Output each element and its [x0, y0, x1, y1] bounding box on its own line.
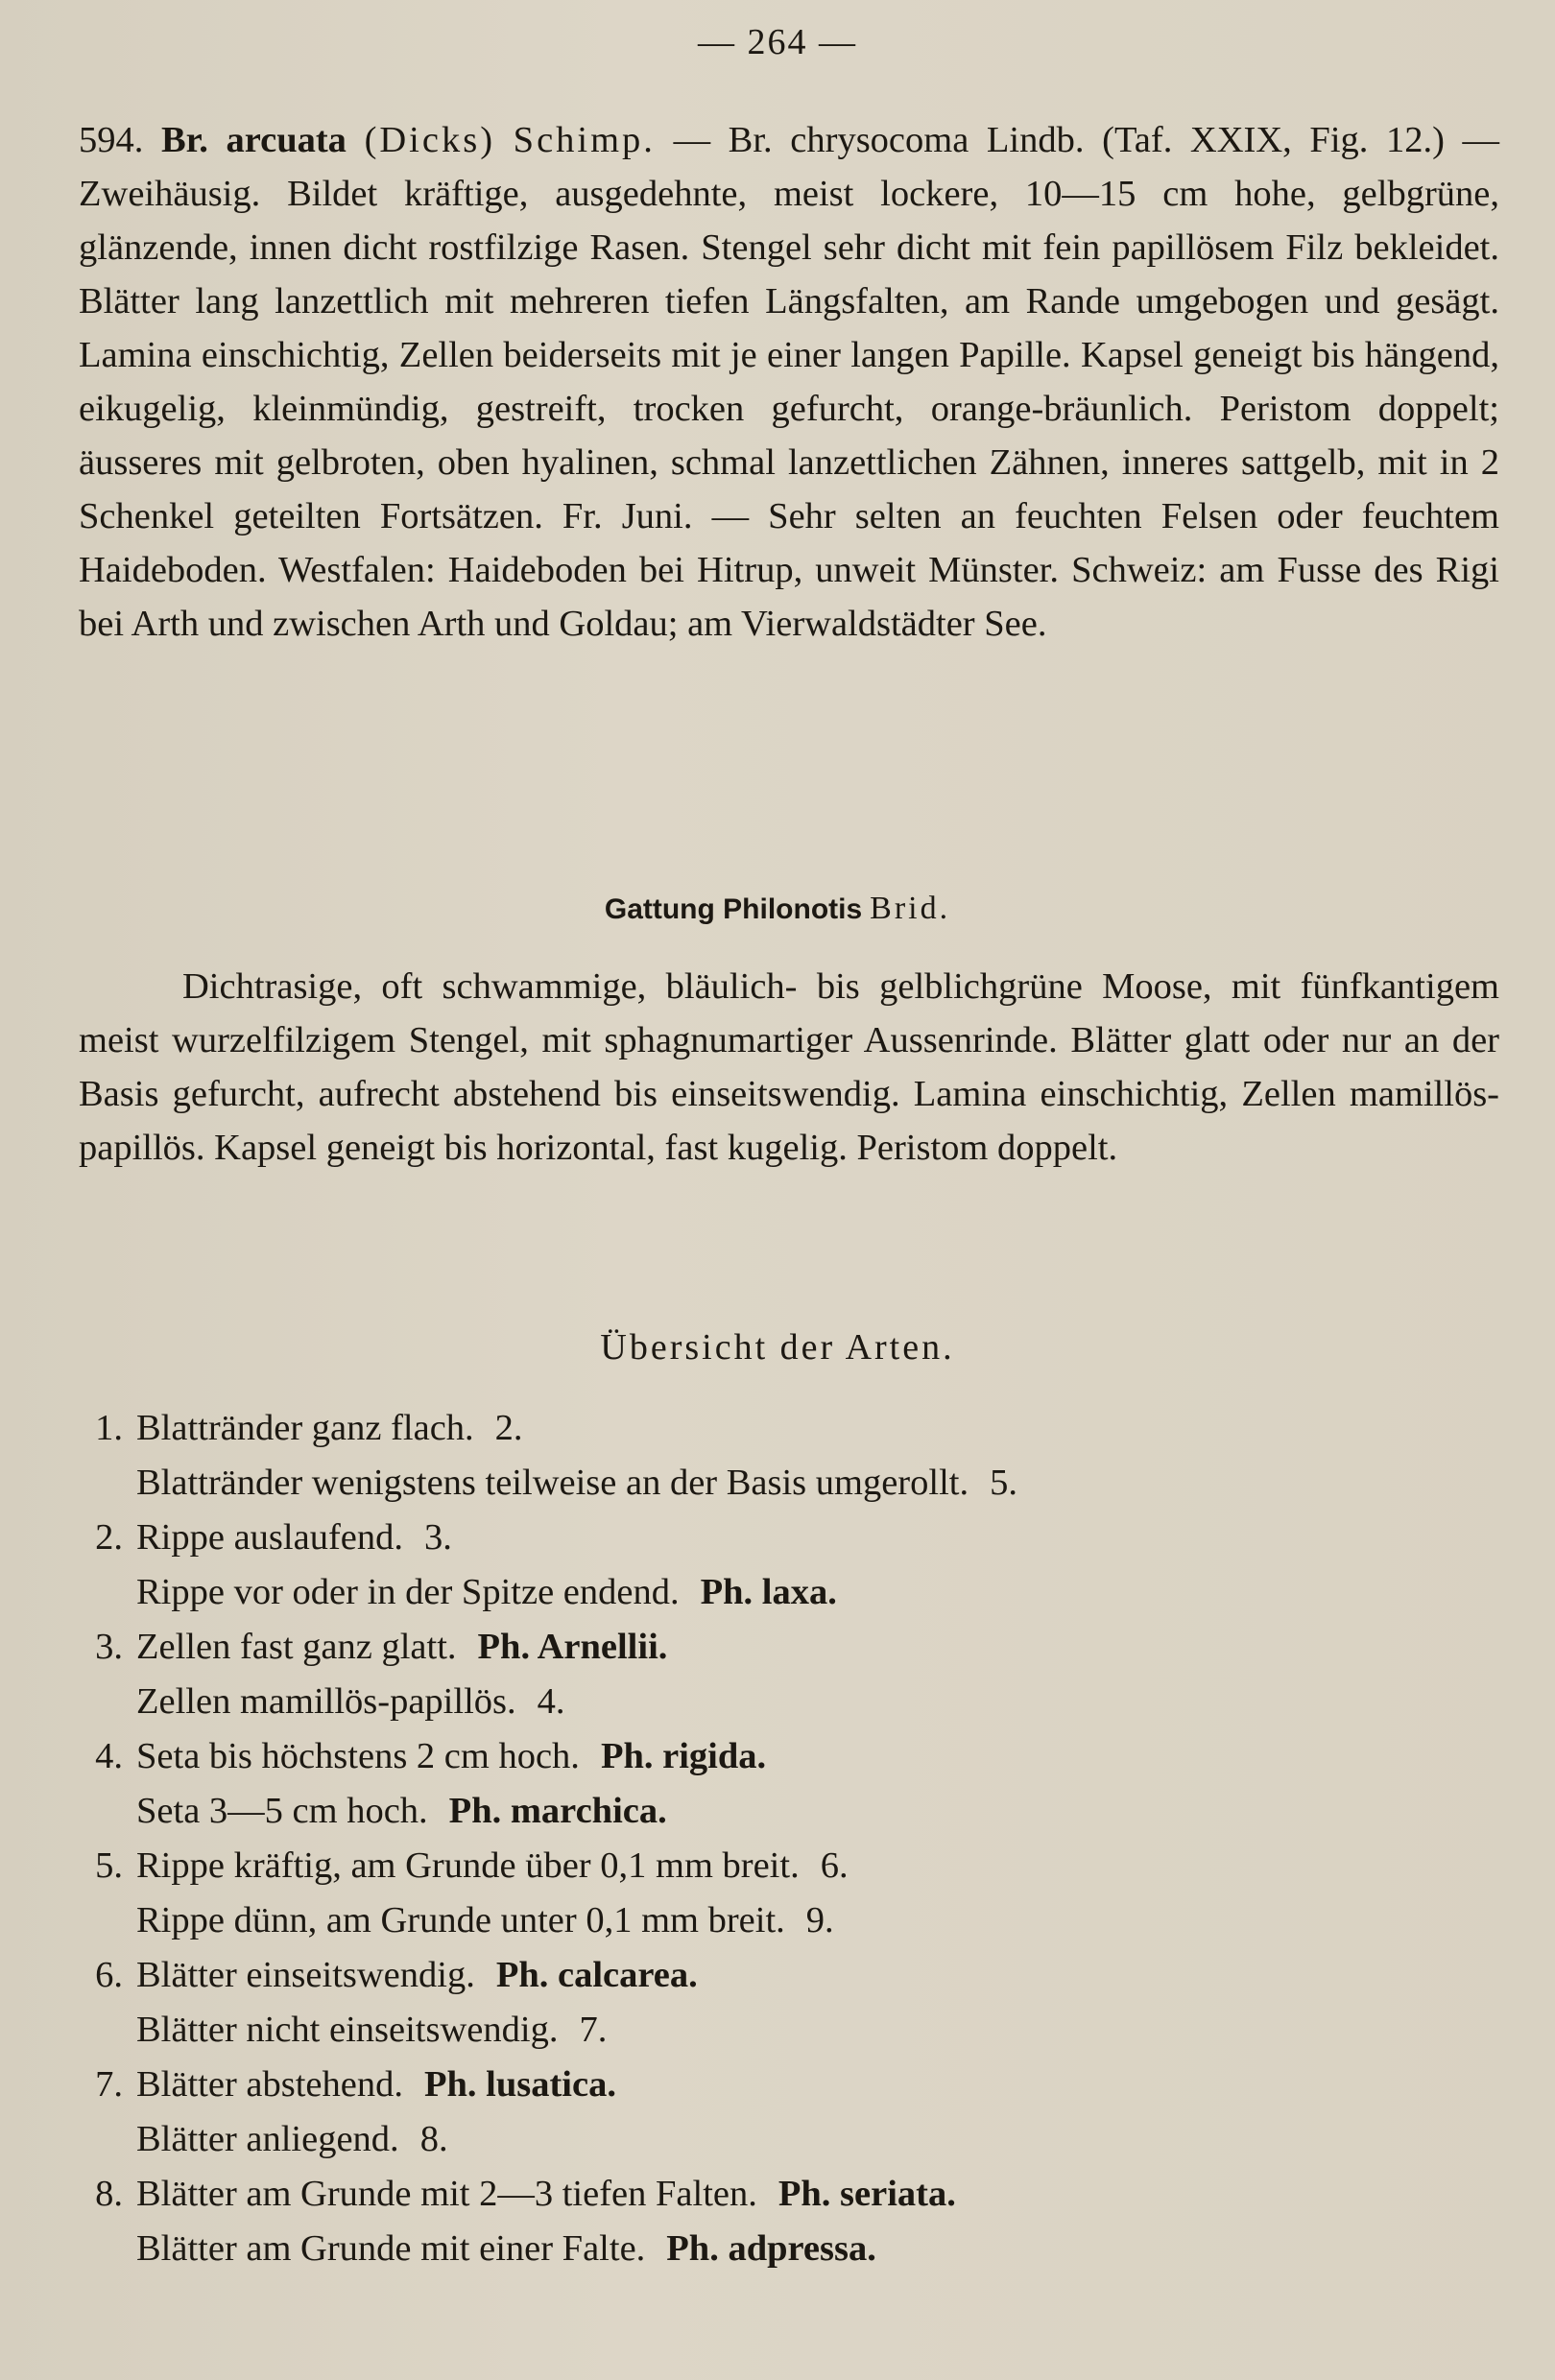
- species-entry-594: [79, 113, 1499, 651]
- key-row-text: Seta 3—5 cm hoch.: [136, 1791, 428, 1831]
- key-row-text: Blattränder wenigstens teilweise an der Basis umgerollt.: [136, 1463, 969, 1503]
- entry-author-a: (Dicks): [364, 120, 496, 160]
- key-row-reference: 2.: [494, 1408, 523, 1448]
- key-row: [79, 1511, 1499, 1565]
- key-row-species: Ph. adpressa.: [666, 2228, 876, 2269]
- key-row-reference: 3.: [423, 1517, 452, 1558]
- key-row-content: [136, 1401, 523, 1456]
- key-row-text: Rippe auslaufend.: [136, 1517, 403, 1558]
- key-row: [79, 1456, 1499, 1511]
- key-row: [79, 1565, 1499, 1620]
- key-row-reference: 5.: [990, 1463, 1017, 1503]
- key-row: [79, 1948, 1499, 2003]
- entry-species-name: Br. arcuata: [161, 120, 347, 160]
- key-row-text: Rippe kräftig, am Grunde über 0,1 mm breit.: [136, 1845, 800, 1886]
- key-row-content: [136, 2003, 607, 2058]
- key-row: [79, 1729, 1499, 1784]
- key-row-number: 2.: [95, 1517, 123, 1558]
- key-row-reference: 4.: [537, 1681, 565, 1722]
- key-row-text: Blätter anliegend.: [136, 2119, 399, 2159]
- key-row-reference: 8.: [419, 2119, 448, 2159]
- key-row-species: Ph. marchica.: [448, 1791, 667, 1831]
- key-row-content: [136, 1620, 667, 1675]
- key-row-content: [136, 1948, 698, 2003]
- key-row: [79, 2058, 1499, 2112]
- genus-heading: [0, 891, 1555, 927]
- key-row-number: 6.: [95, 1955, 123, 1995]
- species-entry-text: [79, 113, 1499, 651]
- key-row-text: Blätter am Grunde mit einer Falte.: [136, 2228, 646, 2269]
- entry-synonym: — Br. chrysocoma Lindb.: [673, 120, 1085, 160]
- genus-author: Brid.: [870, 891, 951, 926]
- key-row-species: Ph. rigida.: [600, 1736, 767, 1776]
- key-row-number: 5.: [95, 1845, 123, 1886]
- key-row: [79, 2222, 1499, 2276]
- key-row-content: [136, 2222, 876, 2276]
- key-row-species: Ph. laxa.: [700, 1572, 837, 1612]
- key-row-text: Blätter abstehend.: [136, 2064, 403, 2105]
- key-row-content: [136, 2058, 616, 2112]
- key-row-content: [136, 1784, 667, 1839]
- key-row-number: 4.: [95, 1736, 123, 1776]
- genus-description: Dichtrasige, oft schwammige, bläulich- bis gelblichgrüne Moose, mit fünfkantigem meist wurzelfilzigem Stengel, mit sphagnumartiger Aussenrinde. Blätter glatt oder nur an der Basis gefurcht, aufrecht abstehend bis einseitswendig. Lamina einschichtig, Zellen mamillös-papillös. Kapsel geneigt bis horizontal, fast kugelig. Peristom doppelt.: [79, 966, 1499, 1168]
- key-row-reference: 9.: [805, 1900, 834, 1940]
- key-row: [79, 1675, 1499, 1729]
- species-key: [79, 1401, 1499, 2276]
- key-row-content: [136, 1839, 849, 1893]
- key-row-reference: 6.: [820, 1845, 849, 1886]
- genus-name: Gattung Philonotis: [604, 893, 863, 925]
- key-row-text: Rippe vor oder in der Spitze endend.: [136, 1572, 680, 1612]
- key-row-text: Blätter einseitswendig.: [136, 1955, 475, 1995]
- key-row-reference: 7.: [579, 2010, 608, 2050]
- key-row-content: [136, 1456, 1017, 1511]
- key-row-number: 1.: [95, 1408, 123, 1448]
- key-row: [79, 1784, 1499, 1839]
- key-row-species: Ph. Arnellii.: [477, 1627, 668, 1667]
- key-row-text: Seta bis höchstens 2 cm hoch.: [136, 1736, 580, 1776]
- key-row-content: [136, 1893, 834, 1948]
- key-row-text: Blätter nicht einseitswendig.: [136, 2010, 559, 2050]
- key-row: [79, 1401, 1499, 1456]
- key-row: [79, 2003, 1499, 2058]
- key-row-text: Blätter am Grunde mit 2—3 tiefen Falten.: [136, 2174, 757, 2214]
- key-row-content: [136, 1511, 452, 1565]
- key-heading: Übersicht der Arten.: [600, 1327, 955, 1368]
- key-row-content: [136, 2112, 448, 2167]
- entry-description: (Taf. XXIX, Fig. 12.) — Zweihäusig. Bildet kräftige, ausgedehnte, meist lockere, 10—15 cm hohe, gelbgrüne, glänzende, innen dicht rostfilzige Rasen. Stengel sehr dicht mit fein papillösem Filz bekleidet. Blätter lang lanzettlich mit mehreren tiefen Längsfalten, am Rande umgebogen und gesägt. Lamina einschichtig, Zellen beiderseits mit je einer langen Papille. Kapsel geneigt bis hängend, eikugelig, kleinmündig, gestreift, trocken gefurcht, orange-bräunlich. Peristom doppelt; äusseres mit gelbroten, oben hyalinen, schmal lanzettlichen Zähnen, inneres sattgelb, mit in 2 Schenkel geteilten Fortsätzen. Fr. Juni. — Sehr selten an feuchten Felsen oder feuchtem Haideboden. Westfalen: Haideboden bei Hitrup, unweit Münster. Schweiz: am Fusse des Rigi bei Arth und zwischen Arth und Goldau; am Vierwaldstädter See.: [79, 120, 1500, 644]
- key-row: [79, 2112, 1499, 2167]
- key-row-species: Ph. calcarea.: [495, 1955, 698, 1995]
- key-row: [79, 2167, 1499, 2222]
- key-row: [79, 1839, 1499, 1893]
- key-row-species: Ph. lusatica.: [423, 2064, 616, 2105]
- key-row: [79, 1893, 1499, 1948]
- key-row-species: Ph. seriata.: [778, 2174, 956, 2214]
- page-number: — 264 —: [698, 22, 857, 62]
- entry-number: 594.: [79, 120, 144, 160]
- key-row-number: 3.: [95, 1627, 123, 1667]
- key-row-text: Blattränder ganz flach.: [136, 1408, 474, 1448]
- key-row-content: [136, 2167, 956, 2222]
- key-row: [79, 1620, 1499, 1675]
- key-row-content: [136, 1565, 837, 1620]
- key-row-text: Zellen fast ganz glatt.: [136, 1627, 457, 1667]
- genus-description-block: [79, 960, 1499, 1175]
- key-row-text: Rippe dünn, am Grunde unter 0,1 mm breit.: [136, 1900, 785, 1940]
- entry-author-b: Schimp.: [513, 120, 656, 160]
- key-row-content: [136, 1729, 766, 1784]
- key-row-number: 8.: [95, 2174, 123, 2214]
- key-row-number: 7.: [95, 2064, 123, 2105]
- key-row-content: [136, 1675, 565, 1729]
- key-row-text: Zellen mamillös-papillös.: [136, 1681, 516, 1722]
